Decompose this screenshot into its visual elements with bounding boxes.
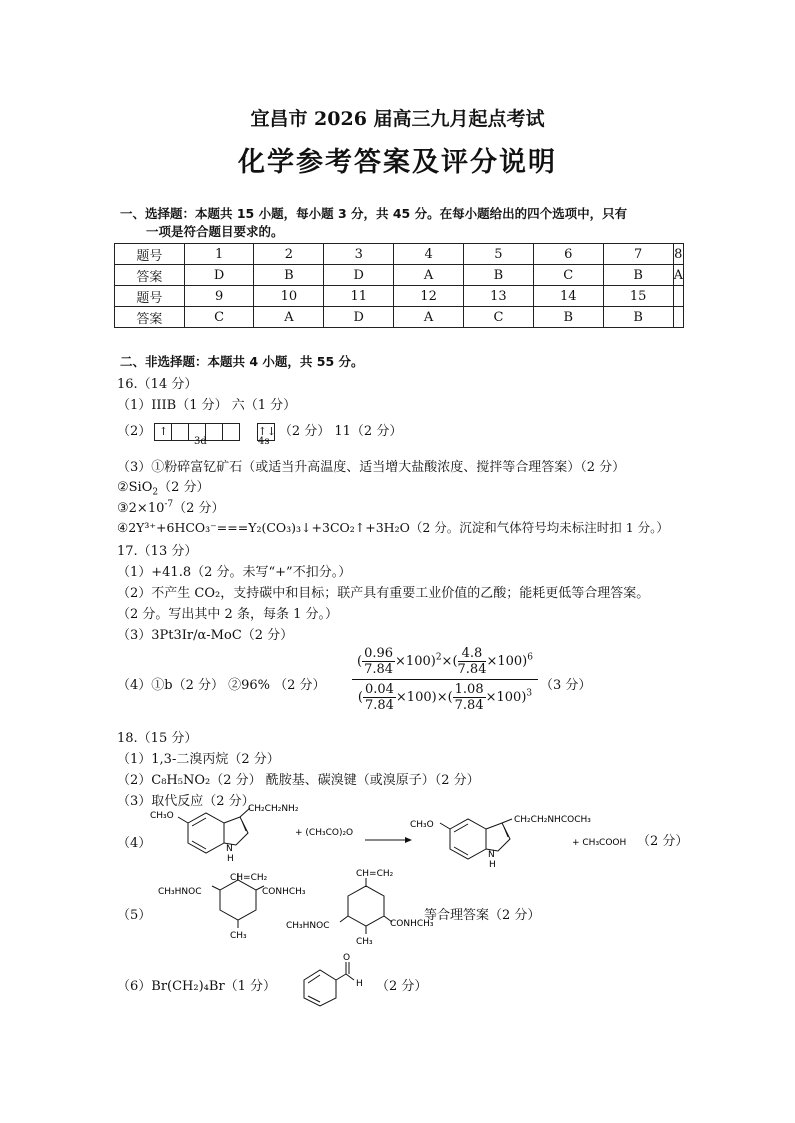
q16-part3-4: ④2Y³⁺+6HCO₃⁻===Y₂(CO₃)₃↓+3CO₂↑+3H₂O（2 分。沉淀和气体符号均未标注时扣 1 分。）: [117, 520, 669, 535]
orbital-box: [205, 423, 223, 441]
answer-cell: 14: [533, 286, 603, 307]
answer-cell: A: [673, 265, 683, 286]
q18-part3: （3）取代反应（2 分）: [117, 794, 255, 809]
product-side-chain-label: CH₂CH₂NHCOCH₃: [514, 815, 591, 825]
q16-part2-score: （2 分） 11（2 分）: [278, 424, 403, 439]
orbital-box: [222, 423, 240, 441]
answer-cell: 7: [603, 244, 673, 265]
arrowhead-icon: [405, 837, 412, 843]
isomer-2: [340, 878, 392, 934]
section1-heading: 一、选择题：本题共 15 小题，每小题 3 分，共 45 分。在每小题给出的四个选项中，只有: [120, 206, 628, 221]
amide-right-label: CONHCH₃: [262, 887, 306, 897]
answer-cell: [673, 307, 683, 328]
section2-heading: 二、非选择题：本题共 4 小题，共 55 分。: [120, 354, 364, 369]
answer-cell: 3: [324, 244, 394, 265]
answer-cell: C: [464, 307, 534, 328]
q16-part3-3: $③2\times 10^{-7}(2$ 分）: [117, 499, 225, 516]
answer-cell: 10: [254, 286, 324, 307]
answer-cell: B: [603, 265, 673, 286]
answer-key-subtitle: 化学参考答案及评分说明: [238, 147, 557, 178]
row-header-cell: 答案: [115, 265, 185, 286]
product-indole: [440, 819, 512, 859]
q17-part1: （1）+41.8（2 分。未写“+”不扣分。）: [117, 565, 352, 580]
answer-cell: 2: [254, 244, 324, 265]
q17-part3: （3）3Pt3Ir/α-MoC（2 分）: [117, 628, 294, 643]
vinyl-label: CH=CH₂: [230, 873, 268, 883]
orbital-label-3d: 3d: [194, 436, 207, 447]
nitrogen-label: N: [226, 844, 233, 854]
vinyl-label: CH=CH₂: [356, 869, 394, 879]
methoxy-label: CH₃O: [150, 811, 174, 821]
byproduct-label: + CH₃COOH: [572, 838, 627, 848]
reagent-label: + (CH₃CO)₂O: [295, 828, 354, 838]
row-header-cell: 题号: [115, 286, 185, 307]
answer-cell: B: [464, 265, 534, 286]
answer-cell: A: [254, 307, 324, 328]
exam-title: 宜昌市 2026 届高三九月起点考试: [250, 108, 545, 130]
q16-part2-label: （2）: [117, 424, 152, 439]
answer-cell: 1: [184, 244, 254, 265]
answer-table: [114, 243, 684, 328]
section1-heading-cont: 一项是符合题目要求的。: [146, 224, 284, 239]
answer-cell: 11: [324, 286, 394, 307]
q17-part2-note: （2 分。写出其中 2 条，每条 1 分。）: [117, 607, 338, 622]
answer-table-row: [115, 286, 684, 307]
product-hydrogen-label: H: [489, 860, 496, 870]
answer-cell: 8: [673, 244, 683, 265]
orbital-box-4s: ↑↓: [257, 423, 275, 441]
q18-title: 18.（15 分）: [117, 731, 198, 746]
answer-cell: D: [324, 307, 394, 328]
orbital-label-4s: 4s: [258, 436, 270, 447]
answer-cell: D: [184, 265, 254, 286]
answer-cell: A: [394, 265, 464, 286]
methyl-label: CH₃: [230, 931, 247, 941]
q17-title: 17.（13 分）: [117, 544, 198, 559]
answer-table-row: [115, 307, 684, 328]
q16-part1: （1）IIIB（1 分） 六（1 分）: [117, 398, 297, 413]
orbital-box: ↑: [154, 423, 172, 441]
product-methoxy-label: CH₃O: [410, 820, 434, 830]
answer-cell: 12: [394, 286, 464, 307]
q18-part4-label: （4）: [117, 836, 152, 851]
reactant-indole: [178, 808, 250, 853]
q18-part6-score: （2 分）: [376, 979, 428, 994]
answer-cell: 6: [533, 244, 603, 265]
amide-right-label: CONHCH₃: [390, 919, 434, 929]
orbital-box: [171, 423, 189, 441]
answer-cell: D: [324, 265, 394, 286]
q18-part2: （2）C₈H₅NO₂（2 分） 酰胺基、碳溴键（或溴原子）（2 分）: [117, 773, 480, 788]
answer-cell: 9: [184, 286, 254, 307]
amide-left-label: CH₃HNOC: [158, 887, 202, 897]
answer-cell: C: [533, 265, 603, 286]
side-chain-label: CH₂CH₂NH₂: [248, 804, 299, 814]
hydrogen-label: H: [227, 854, 234, 864]
benzaldehyde-structure: [296, 950, 376, 1006]
isomer-structures: [150, 868, 434, 948]
q17-part4-score: （3 分）: [540, 678, 592, 693]
answer-table-row: [115, 244, 684, 265]
amide-left-label: CH₃HNOC: [286, 921, 330, 931]
answer-table-row: [115, 265, 684, 286]
row-header-cell: 题号: [115, 244, 185, 265]
q16-title: 16.（14 分）: [117, 377, 198, 392]
answer-cell: [673, 286, 683, 307]
kp-denominator: ( $\frac{0.04}{7.84}$ ×100)×( $\frac{1.08}{7.84}$ ×100)$^3$: [357, 682, 533, 713]
q18-part6: （6）Br(CH₂)₄Br（1 分）: [117, 979, 277, 994]
aldehyde-hydrogen-label: H: [356, 979, 363, 989]
q18-part5-score: 等合理答案（2 分）: [424, 908, 541, 923]
q18-part1: （1）1,3-二溴丙烷（2 分）: [117, 752, 280, 767]
answer-cell: 5: [464, 244, 534, 265]
kp-expression: [352, 646, 538, 713]
kp-numerator: ( $\frac{0.96}{7.84}$ ×100)$^2$×( $\frac{4.8}{7.84}$ ×100)$^6$: [352, 646, 538, 680]
answer-cell: 13: [464, 286, 534, 307]
answer-cell: B: [533, 307, 603, 328]
q17-part4: （4）①b（2 分） ②96% （2 分）: [117, 678, 326, 693]
answer-cell: 4: [394, 244, 464, 265]
answer-cell: B: [254, 265, 324, 286]
row-header-cell: 答案: [115, 307, 185, 328]
carbonyl-oxygen-label: O: [343, 953, 351, 963]
answer-cell: A: [394, 307, 464, 328]
reaction-scheme: [140, 805, 700, 875]
answer-cell: C: [184, 307, 254, 328]
q16-part3-2: ②SiO$_2$（2 分）: [117, 480, 210, 498]
q18-part5-label: （5）: [117, 908, 152, 923]
product-nitrogen-label: N: [488, 850, 495, 860]
methyl-label: CH₃: [356, 937, 373, 947]
answer-cell: B: [603, 307, 673, 328]
q16-part3: （3）①粉碎富钇矿石（或适当升高温度、适当增大盐酸浓度、搅拌等合理答案）（2 分）: [117, 460, 626, 475]
q17-part2: （2）不产生 CO₂，支持碳中和目标；联产具有重要工业价值的乙酸；能耗更低等合理答案。: [117, 586, 650, 601]
answer-cell: 15: [603, 286, 673, 307]
q18-part4-score: （2 分）: [637, 834, 689, 849]
